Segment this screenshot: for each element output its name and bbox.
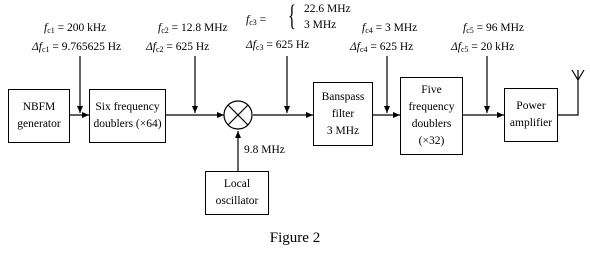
a1-dev-sub: c1 bbox=[41, 45, 50, 54]
figure-caption: Figure 2 bbox=[269, 230, 321, 246]
a2-dev-label: Δf bbox=[146, 41, 156, 53]
a4-dev-value: = 625 Hz bbox=[367, 41, 414, 53]
a5-dev-value: = 20 kHz bbox=[468, 41, 515, 53]
a1-dev-label: Δf bbox=[32, 41, 42, 53]
bandpass-filter-block: Banspass filter 3 MHz bbox=[313, 82, 373, 146]
a4-dev-label: Δf bbox=[350, 41, 360, 53]
a2-freq-label: f bbox=[158, 22, 162, 34]
a5-freq-value: = 96 MHz bbox=[473, 22, 525, 34]
a4-dev-sub: c4 bbox=[359, 45, 368, 54]
path-power-to-antenna bbox=[558, 80, 578, 115]
nbfm-generator-block: NBFM generator bbox=[8, 89, 70, 143]
a2-dev-sub: c2 bbox=[155, 45, 164, 54]
a1-freq-sub: c1 bbox=[47, 26, 55, 35]
a2-freq-sub: c2 bbox=[161, 26, 169, 35]
a3-freq-eq: = bbox=[256, 14, 267, 26]
brace-icon: { bbox=[288, 0, 296, 32]
annotation-stage-3-freq bbox=[246, 12, 266, 31]
a5-freq-label: f bbox=[463, 22, 467, 34]
five-frequency-doublers-block: Five frequency doublers (×32) bbox=[400, 77, 463, 155]
a4-freq-value: = 3 MHz bbox=[372, 22, 418, 34]
a3-dev-sub: c3 bbox=[255, 43, 264, 52]
a3-dev-value: = 625 Hz bbox=[263, 39, 310, 51]
a5-freq-sub: c5 bbox=[466, 26, 474, 35]
a2-dev-value: = 625 Hz bbox=[163, 41, 210, 53]
a3-freq-sub: c3 bbox=[249, 18, 257, 27]
a1-dev-value: = 9.765625 Hz bbox=[49, 41, 122, 53]
a3-dev-label: Δf bbox=[246, 39, 256, 51]
a4-freq-sub: c4 bbox=[365, 26, 373, 35]
six-frequency-doublers-block: Six frequency doublers (×64) bbox=[89, 89, 166, 143]
a3-freq-opt1: 22.6 MHz bbox=[304, 3, 351, 15]
lo-frequency-label: 9.8 MHz bbox=[244, 144, 285, 156]
power-amplifier-block: Power amplifier bbox=[504, 88, 558, 142]
a3-freq-opt2: 3 MHz bbox=[304, 19, 337, 31]
a5-dev-label: Δf bbox=[451, 41, 461, 53]
a4-freq-label: f bbox=[362, 22, 366, 34]
local-oscillator-block: Local oscillator bbox=[205, 171, 269, 215]
a5-dev-sub: c5 bbox=[460, 45, 469, 54]
a2-freq-value: = 12.8 MHz bbox=[168, 22, 228, 34]
annotation-stage-3-dev bbox=[246, 37, 309, 56]
a3-freq-label: f bbox=[246, 14, 250, 26]
antenna-icon bbox=[572, 70, 584, 80]
a1-freq-value: = 200 kHz bbox=[54, 22, 107, 34]
a1-freq-label: f bbox=[44, 22, 48, 34]
